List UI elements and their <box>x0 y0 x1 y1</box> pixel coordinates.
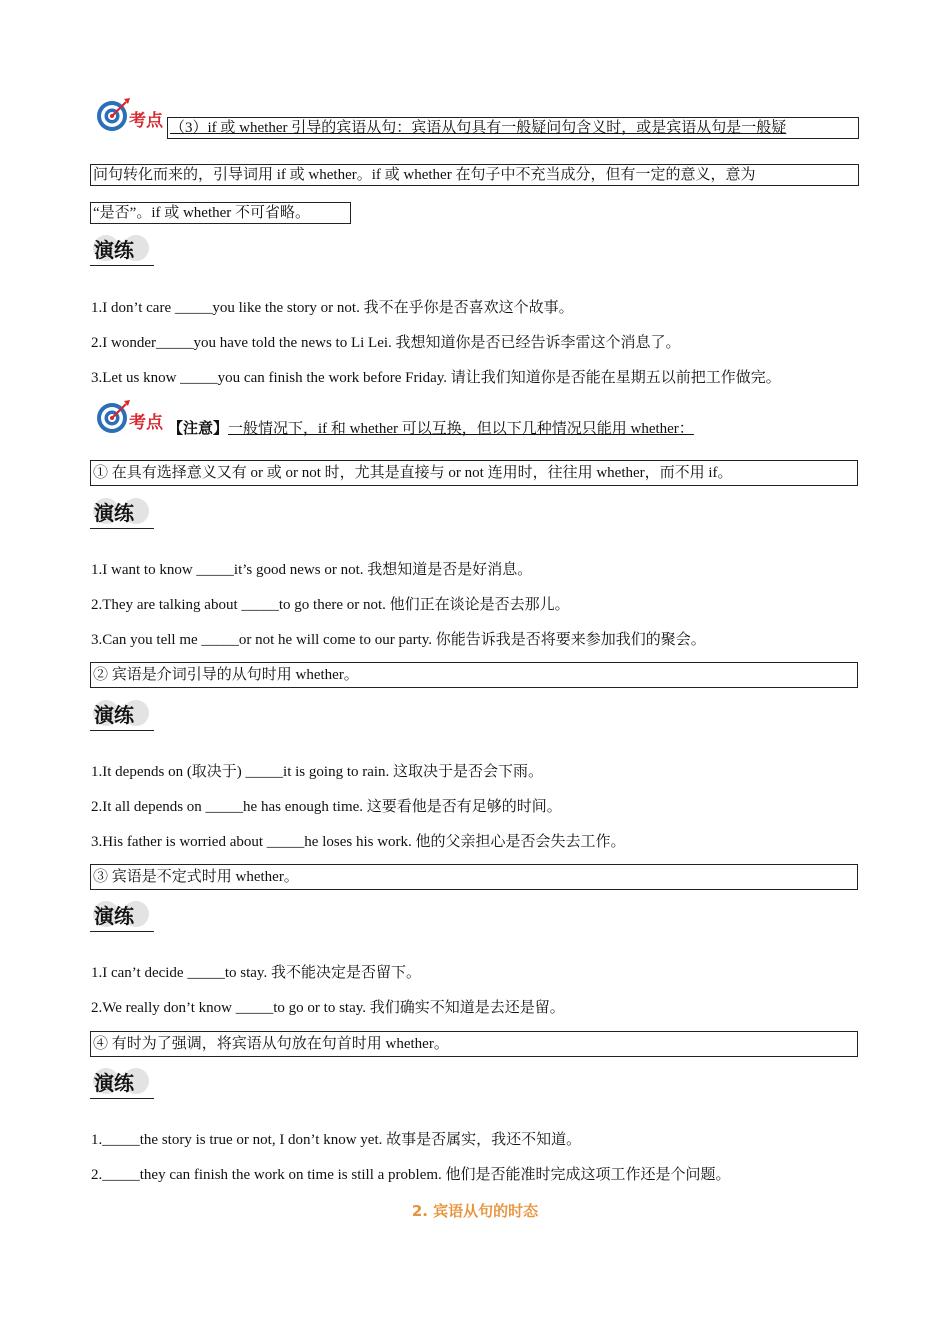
note-label: 【注意】 <box>168 421 229 437</box>
svg-text:演练: 演练 <box>94 238 134 262</box>
target-icon <box>95 398 165 438</box>
rule1-box: ① 在具有选择意义又有 or 或 or not 时，尤其是直接与 or not 连用时，往往用 whether，而不用 if。 <box>90 460 858 486</box>
practice5-item: 1._____the story is true or not, I don’t know yet. 故事是否属实，我还不知道。 <box>91 1132 582 1148</box>
section1-line3: “是否”。if 或 whether 不可省略。 <box>90 202 351 224</box>
practice-icon <box>90 232 156 266</box>
target-icon <box>95 96 165 136</box>
note-text: 一般情况下，if 和 whether 可以互换，但以下几种情况只能用 whether： <box>228 421 694 437</box>
practice2-item: 2.They are talking about _____to go there or not. 他们正在谈论是否去那儿。 <box>91 597 570 613</box>
kaodian-label: 考点 <box>129 111 163 131</box>
practice4-item: 1.I can’t decide _____to stay. 我不能决定是否留下。 <box>91 965 421 981</box>
practice3-item: 1.It depends on (取决于) _____it is going to rain. 这取决于是否会下雨。 <box>91 764 544 780</box>
rule3-box: ③ 宾语是不定式时用 whether。 <box>90 864 858 890</box>
practice5-item: 2._____they can finish the work on time is still a problem. 他们是否能准时完成这项工作还是个问题。 <box>91 1167 731 1183</box>
practice2-item: 3.Can you tell me _____or not he will come to our party. 你能告诉我是否将要来参加我们的聚会。 <box>91 632 706 648</box>
practice3-item: 2.It all depends on _____he has enough time. 这要看他是否有足够的时间。 <box>91 799 562 815</box>
practice-icon <box>90 1065 156 1099</box>
rule2-box: ② 宾语是介词引导的从句时用 whether。 <box>90 662 858 688</box>
svg-text:演练: 演练 <box>94 501 134 525</box>
section1-line1: （3）if 或 whether 引导的宾语从句：宾语从句具有一般疑问句含义时，或是宾语从句是一般疑 <box>167 117 859 139</box>
note-line <box>168 419 702 439</box>
practice3-item: 3.His father is worried about _____he loses his work. 他的父亲担心是否会失去工作。 <box>91 834 626 850</box>
practice1-item: 2.I wonder_____you have told the news to Li Lei. 我想知道你是否已经告诉李雷这个消息了。 <box>91 335 681 351</box>
practice-icon <box>90 898 156 932</box>
svg-text:演练: 演练 <box>94 904 134 928</box>
rule4-box: ④ 有时为了强调，将宾语从句放在句首时用 whether。 <box>90 1031 858 1057</box>
svg-text:演练: 演练 <box>94 1071 134 1095</box>
section1-line2: 问句转化而来的，引导词用 if 或 whether。if 或 whether 在句子中不充当成分，但有一定的意义，意为 <box>90 164 859 186</box>
practice4-item: 2.We really don’t know _____to go or to stay. 我们确实不知道是去还是留。 <box>91 1000 565 1016</box>
next-section-heading: 2. 宾语从句的时态 <box>411 1202 539 1220</box>
practice1-item: 1.I don’t care _____you like the story or not. 我不在乎你是否喜欢这个故事。 <box>91 300 574 316</box>
practice-icon <box>90 697 156 731</box>
practice1-item: 3.Let us know _____you can finish the work before Friday. 请让我们知道你是否能在星期五以前把工作做完。 <box>91 370 781 386</box>
svg-text:演练: 演练 <box>94 703 134 727</box>
practice2-item: 1.I want to know _____it’s good news or not. 我想知道是否是好消息。 <box>91 562 533 578</box>
practice-icon <box>90 495 156 529</box>
svg-text:考点: 考点 <box>129 413 163 433</box>
